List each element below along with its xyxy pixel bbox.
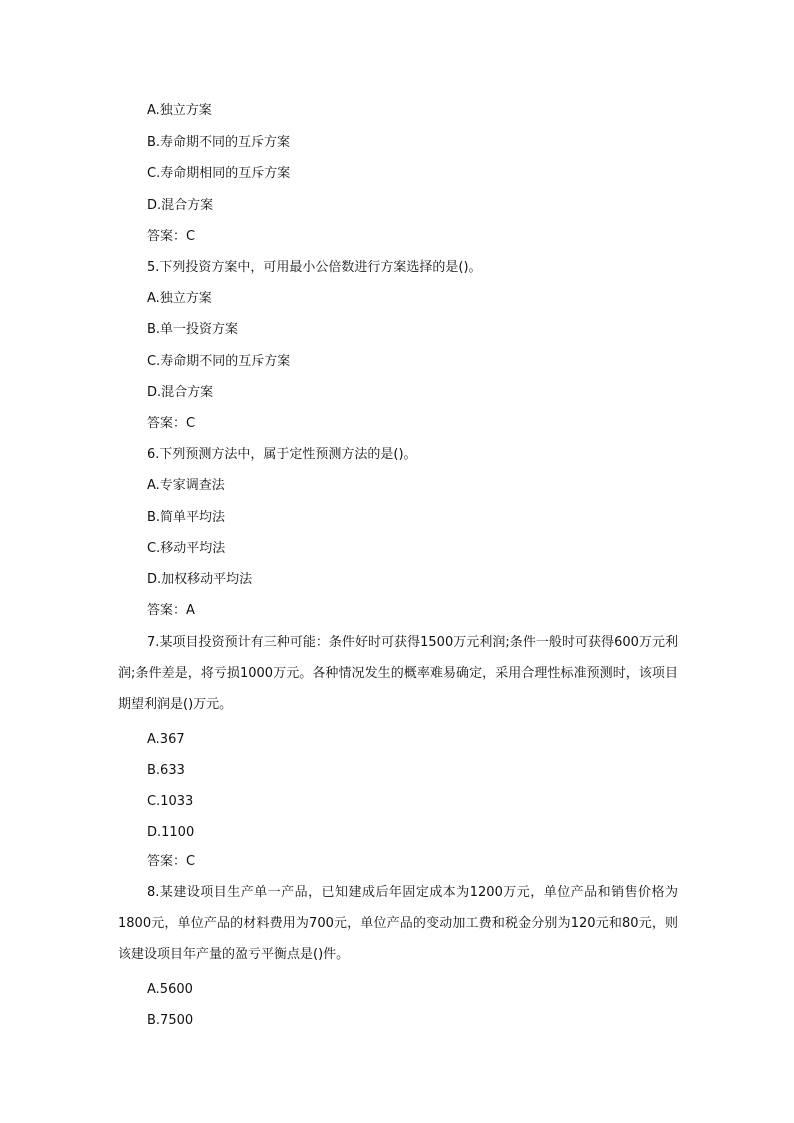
option-d: D.1100	[147, 825, 195, 840]
question-8: 8.某建设项目生产单一产品，已知建成后年固定成本为1200万元，单位产品和销售价格为1800元，单位产品的材料费用为700元，单位产品的变动加工费和税金分别为120元和80元，则该建设项目年产量的盈亏平衡点是()件。	[118, 885, 678, 962]
question-7: 7.某项目投资预计有三种可能：条件好时可获得1500万元利润;条件一般时可获得600万元利润;条件差是，将亏损1000万元。各种情况发生的概率难易确定，采用合理性标准预测时，该项目期望利润是()万元。	[118, 635, 678, 712]
option-b: B.寿命期不同的互斥方案	[147, 135, 291, 150]
option-d: D.混合方案	[147, 385, 214, 400]
option-b: B.7500	[147, 1013, 194, 1028]
option-c: C.移动平均法	[147, 541, 226, 556]
option-c: C.1033	[147, 794, 194, 809]
option-c: C.寿命期不同的互斥方案	[147, 354, 291, 369]
option-b: B.633	[147, 763, 185, 778]
option-a: A.5600	[147, 982, 193, 997]
option-b: B.单一投资方案	[147, 322, 239, 337]
answer: 答案：C	[147, 229, 196, 244]
answer: 答案：A	[147, 603, 195, 618]
answer: 答案：C	[147, 854, 196, 869]
option-d: D.混合方案	[147, 198, 214, 213]
answer: 答案：C	[147, 416, 196, 431]
option-a: A.独立方案	[147, 291, 212, 306]
option-a: A.367	[147, 732, 185, 747]
option-b: B.简单平均法	[147, 510, 226, 525]
option-c: C.寿命期相同的互斥方案	[147, 166, 291, 181]
option-a: A.专家调查法	[147, 478, 225, 493]
question-5: 5.下列投资方案中，可用最小公倍数进行方案选择的是()。	[147, 260, 482, 275]
option-a: A.独立方案	[147, 103, 212, 118]
question-6: 6.下列预测方法中，属于定性预测方法的是()。	[147, 447, 417, 462]
option-d: D.加权移动平均法	[147, 572, 253, 587]
